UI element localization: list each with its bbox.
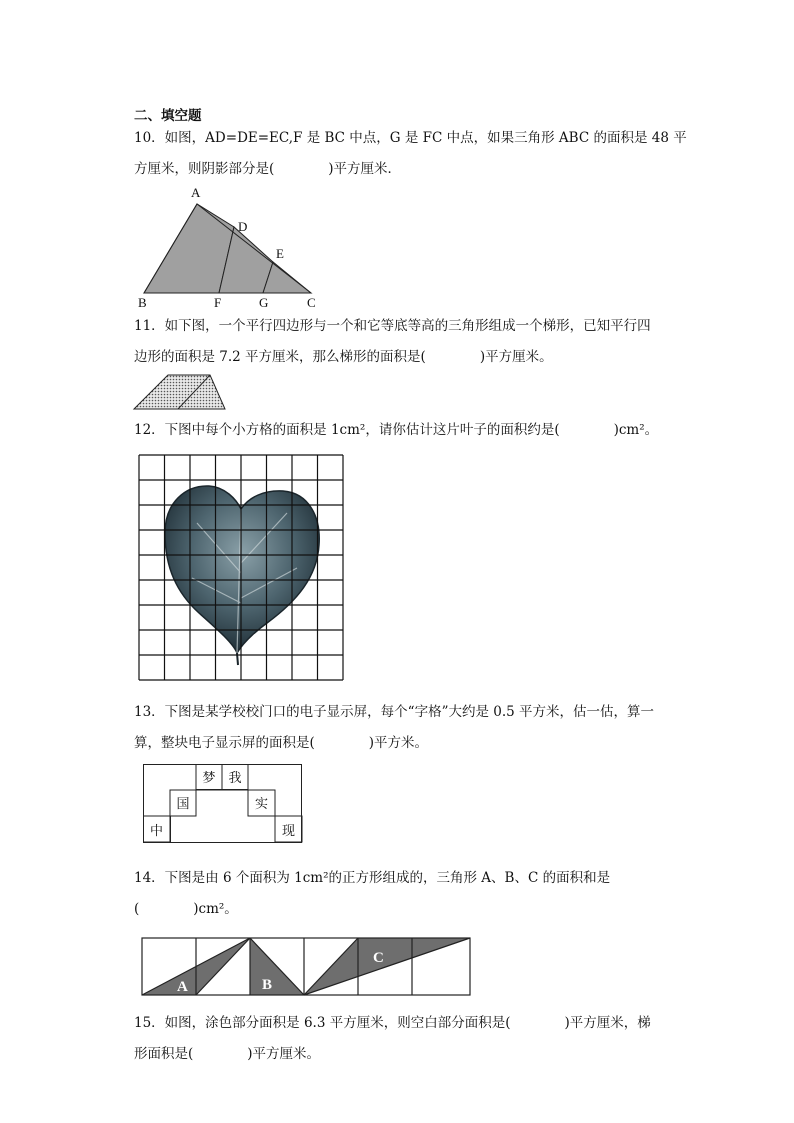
q13-text-line1: 13．下图是某学校校门口的电子显示屏，每个“字格”大约是 0.5 平方米，估一估，算一 — [134, 704, 655, 720]
q13-char-zhong: 中 — [149, 824, 163, 839]
q14-label-C: C — [373, 950, 384, 966]
q11-text-line2: 边形的面积是 7.2 平方厘米，那么梯形的面积是( )平方厘米。 — [134, 349, 553, 365]
q10-label-A: A — [191, 185, 201, 200]
q13-char-wo: 我 — [228, 771, 242, 786]
q11-trapezoid-figure — [130, 372, 230, 414]
q10-text-line2: 方厘米，则阴影部分是( )平方厘米． — [134, 161, 402, 177]
leaf-shape — [165, 486, 319, 653]
q10-label-F: F — [214, 295, 222, 310]
q10-label-B: B — [138, 295, 147, 310]
q13-char-shi: 实 — [254, 797, 268, 812]
q14-label-B: B — [262, 977, 273, 993]
q12-leaf-grid-figure — [137, 453, 345, 683]
q13-char-xian: 现 — [281, 824, 295, 839]
q14-text-line1: 14．下图是由 6 个面积为 1cm²的正方形组成的，三角形 A、B、C 的面积和是 — [134, 870, 611, 886]
section-title: 二、填空题 — [134, 108, 202, 124]
q13-char-guo: 国 — [176, 797, 190, 812]
q10-label-E: E — [276, 246, 284, 261]
q10-label-G: G — [259, 295, 269, 310]
q14-text-line2: ( )cm²。 — [134, 901, 238, 917]
q10-label-D: D — [238, 219, 248, 234]
q14-label-A: A — [177, 979, 188, 995]
q13-char-meng: 梦 — [202, 771, 216, 786]
q12-text-line1: 12．下图中每个小方格的面积是 1cm²，请你估计这片叶子的面积约是( )cm²。 — [134, 422, 659, 438]
q10-triangle-figure — [130, 182, 330, 312]
q10-label-C: C — [307, 295, 316, 310]
q10-text-line1: 10．如图，AD=DE=EC,F 是 BC 中点，G 是 FC 中点，如果三角形 ABC 的面积是 48 平 — [134, 130, 687, 146]
q13-text-line2: 算，整块电子显示屏的面积是( )平方米。 — [134, 735, 429, 751]
q15-text-line1: 15．如图，涂色部分面积是 6.3 平方厘米，则空白部分面积是( )平方厘米，梯 — [134, 1015, 651, 1031]
q15-text-line2: 形面积是( )平方厘米。 — [134, 1046, 321, 1062]
q11-text-line1: 11．如下图，一个平行四边形与一个和它等底等高的三角形组成一个梯形，已知平行四 — [134, 318, 651, 334]
q14-squares-figure — [140, 935, 485, 997]
